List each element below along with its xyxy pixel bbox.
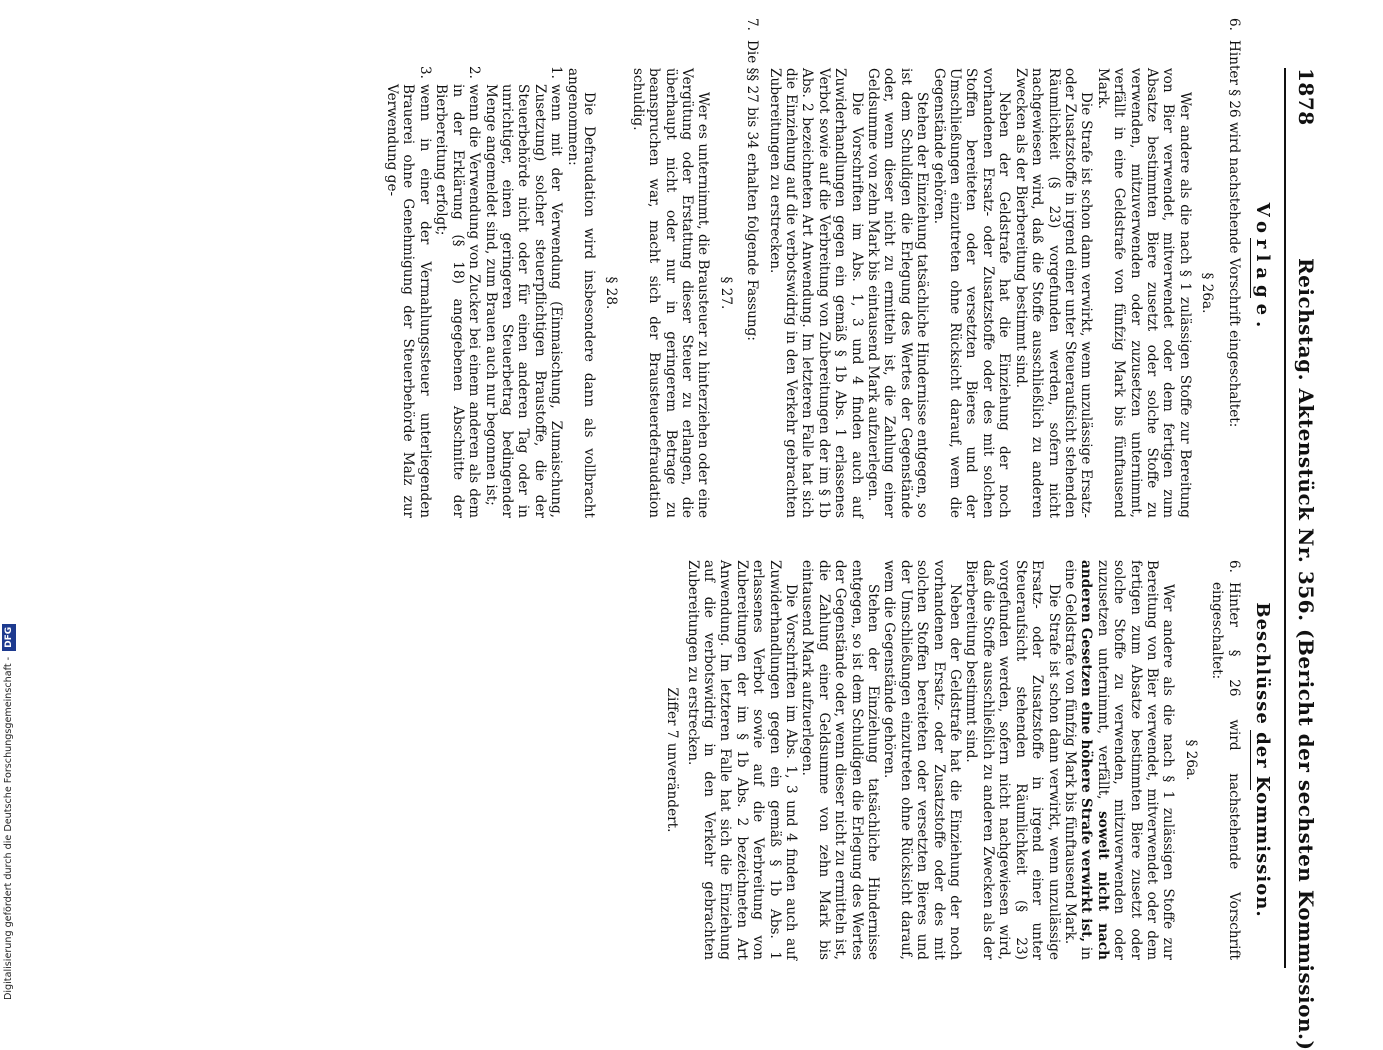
section-27 xyxy=(629,18,733,518)
list-item xyxy=(482,18,564,518)
item-number: 6. xyxy=(1225,560,1242,573)
column-beschluesse xyxy=(650,560,1272,960)
footer-text: Digitalisierung gefördert durch die Deutsche Forschungsgemeinschaft - xyxy=(3,656,14,1000)
paragraph: Die Defraudation wird insbesondere dann als vollbracht angenommen: xyxy=(564,68,597,518)
list-item xyxy=(384,18,433,518)
item-number: 6. xyxy=(1225,18,1242,31)
page-number: 1878 xyxy=(1294,68,1318,126)
column-heading-vorlage: Vorlage. xyxy=(1252,202,1273,334)
section-title: § 26a. xyxy=(1182,739,1199,781)
list-item-number: 1. xyxy=(548,66,565,79)
section-title: § 27. xyxy=(717,276,734,310)
item-6 xyxy=(1209,560,1242,960)
item-text: Hinter § 26 wird nachstehende Vorschrift eingeschaltet: xyxy=(1209,582,1242,960)
section-26a xyxy=(766,18,1215,518)
dfg-logo: DFG xyxy=(2,624,16,651)
section-title: § 26a. xyxy=(1199,272,1216,314)
column-heading-beschluesse: Beschlüsse der Kommission. xyxy=(1252,602,1273,918)
list-item-text: wenn die Verwendung von Zucker bei einem anderen als dem in der Erklärung (§ 18) angegebenen Abschnitte der Bierbereitung erfolgt; xyxy=(433,84,483,518)
paragraph-text: in eine Geldstrafe von fünfzig Mark bis fünftausend Mark. xyxy=(1061,560,1095,960)
section-title: § 28. xyxy=(603,276,620,310)
list-item xyxy=(433,18,482,518)
column-vorlage xyxy=(384,18,1272,518)
paragraph xyxy=(1062,560,1177,960)
section-26a xyxy=(684,560,1199,960)
paragraph: Die Vorschriften im Abs. 1, 3 und 4 finden auch auf Zuwiderhandlungen gegen ein gemäß § 1b Abs. 1 erlassenes Verbot sowie auf die Verbreitung von Zubereitungen der im § 1b Abs. 2 bezeichneten Art Anwendung. Im letzteren Falle hat sich die Einziehung auf die verbotswidrig in den Verkehr gebrachten Zubereitungen zu erstrecken. xyxy=(684,560,800,960)
amendment-text: soweit nicht nach anderen Gesetzen eine höhere Strafe verwirkt ist, xyxy=(1078,560,1111,960)
page-header xyxy=(1284,68,1322,1050)
paragraph: Neben der Geldstrafe hat die Einziehung der noch vorhandenen Ersatz- oder Zusatzstoffe oder des mit solchen Stoffen bereiteten oder versetzten Bieres und der Umschließungen einzutreten ohne Rücksicht darauf, wem die Gegenstände gehören. xyxy=(930,68,1013,518)
digitization-footer xyxy=(0,10,18,1000)
item-7 xyxy=(744,18,760,518)
paragraph: Stehen der Einziehung tatsächliche Hindernisse entgegen, so ist dem Schuldigen die Erlegung des Wertes der Gegenstände oder, wenn dieser nicht zu ermitteln ist, die Zahlung einer Geldsumme von zehn Mark bis eintausend Mark aufzuerlegen. xyxy=(865,68,931,518)
item-6 xyxy=(1225,18,1241,518)
item-text: Die §§ 27 bis 34 erhalten folgende Fassung: xyxy=(744,40,761,341)
paragraph: Neben der Geldstrafe hat die Einziehung der noch vorhandenen Ersatz- oder Zusatzstoffe oder des mit solchen Stoffen bereiteten oder versetzten Bieres und der Umschließungen einzutreten ohne Rücksicht darauf, wem die Gegenstände gehören. xyxy=(881,560,964,960)
paragraph: Wer es unternimmt, die Brausteuer zu hinterziehen oder eine Vergütung oder Erstattung dieser Steuer zu erlangen, die überhaupt nicht oder nur in geringerem Betrage zu beanspruchen war, macht sich der Brausteuerdefraudation schuldig. xyxy=(629,68,712,518)
paragraph: Die Strafe ist schon dann verwirkt, wenn unzulässige Ersatz- oder Zusatzstoffe in irgend einer unter Steueraufsicht stehenden Räumlichkeit (§ 23) vorgefunden werden, sofern nicht nachgewiesen wird, daß die Stoffe ausschließlich zu anderen Zwecken als der Bierbereitung bestimmt sind. xyxy=(963,560,1062,960)
item-7-note: Ziffer 7 unverändert. xyxy=(664,687,681,833)
list-item-number: 2. xyxy=(466,66,483,79)
heading-rule xyxy=(1250,238,1251,298)
paragraph: Stehen der Einziehung tatsächliche Hindernisse entgegen, so ist dem Schuldigen die Erlegung des Wertes der Gegenstände oder, wenn dieser nicht zu ermitteln ist, die Zahlung einer Geldsumme von zehn Mark bis eintausend Mark aufzuerlegen. xyxy=(799,560,882,960)
item-number: 7. xyxy=(744,18,761,31)
list-item-number: 3. xyxy=(416,66,433,79)
heading-rule xyxy=(1250,730,1251,790)
paragraph: Wer andere als die nach § 1 zulässigen Stoffe zur Bereitung von Bier verwendet, mitverwendet oder dem fertigen zum Absatze bestimmten Biere zusetzt oder solche Stoffe zu verwenden, mitzuverwenden oder zuzusetzen unternimmt, verfällt in eine Geldstrafe von fünfzig Mark bis fünftausend Mark. xyxy=(1094,68,1193,518)
paragraph: Die Vorschriften im Abs. 1, 3 und 4 finden auch auf Zuwiderhandlungen gegen ein gemäß § 1b Abs. 1 erlassenes Verbot sowie auf die Verbreitung von Zubereitungen der im § 1b Abs. 2 bezeichneten Art Anwendung. Im letzteren Falle hat sich die Einziehung auf die verbotswidrig in den Verkehr gebrachten Zubereitungen zu erstrecken. xyxy=(766,68,865,518)
section-28 xyxy=(564,18,619,518)
paragraph-text: Wer andere als die nach § 1 zulässigen Stoffe zur Bereitung von Bier verwendet, mitverwendet oder dem fertigen zum Absatze bestimmten Biere zusetzt oder solche Stoffe zu verwenden, mitzuverwenden oder zuzusetzen unternimmt, verfällt, xyxy=(1094,560,1177,960)
list-item-text: wenn mit der Verwendung (Einmaischung, Zumaischung, Zusetzung) solcher steuerpflichtigen Braustoffe, die der Steuerbehörde nicht oder für einen anderen Tag oder in unrichtiger, einen geringeren Steuerbetrag bedingender Menge angemeldet sind, zum Brauen auch nur begonnen ist; xyxy=(482,84,565,518)
item-text: Hinter § 26 wird nachstehende Vorschrift eingeschaltet: xyxy=(1225,40,1242,428)
page-title: Reichstag. Aktenstück Nr. 356. (Bericht der sechsten Kommission.) xyxy=(1294,258,1318,1050)
list-item-text: wenn in einer der Vermahlungssteuer unterliegenden Brauerei ohne Genehmigung der Steuerbehörde Malz zur Verwendung ge- xyxy=(384,84,433,518)
paragraph: Die Strafe ist schon dann verwirkt, wenn unzulässige Ersatz- oder Zusatzstoffe in irgend einer unter Steueraufsicht stehenden Räumlichkeit (§ 23) vorgefunden werden, sofern nicht nachgewiesen wird, daß die Stoffe ausschließlich zu anderen Zwecken als der Bierbereitung bestimmt sind. xyxy=(1012,68,1095,518)
